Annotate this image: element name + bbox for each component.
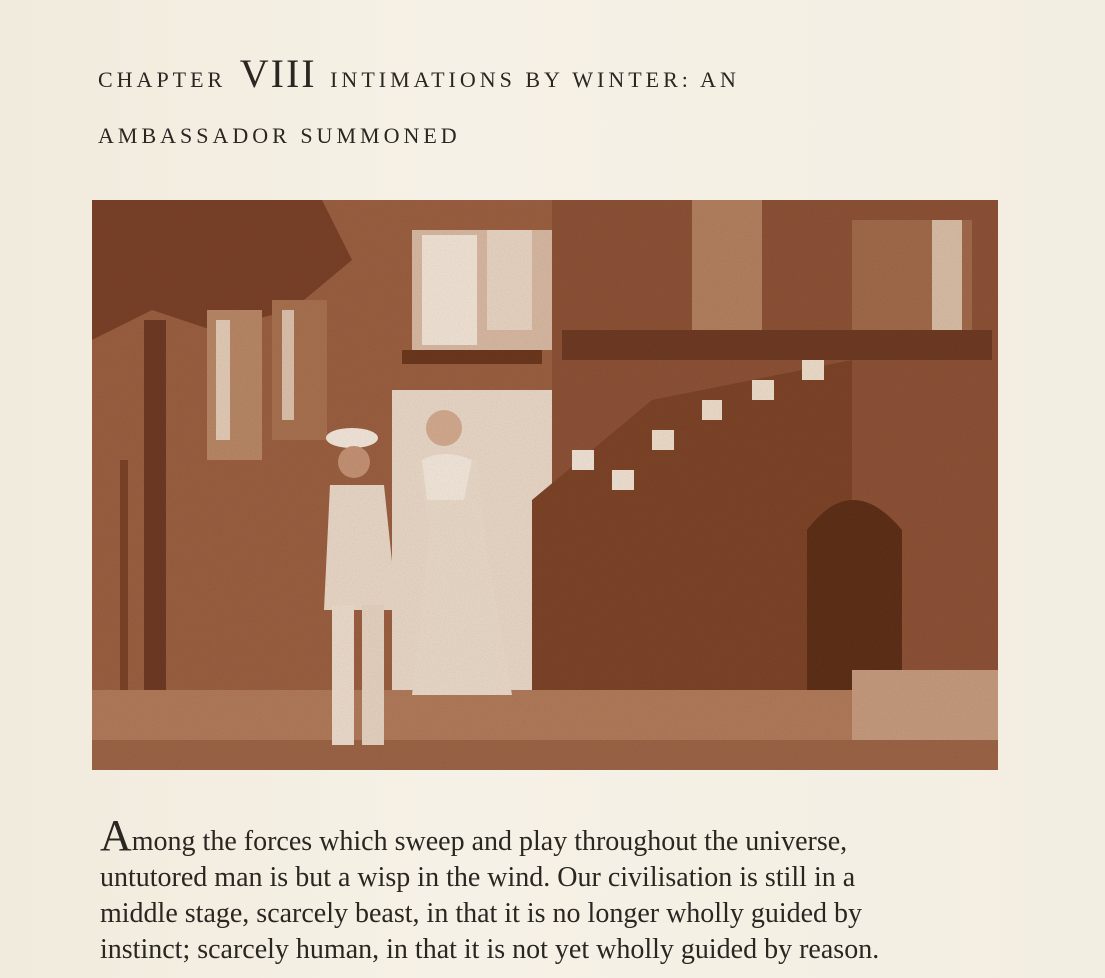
chapter-number: VIII (239, 51, 317, 96)
chapter-title-line1: INTIMATIONS BY WINTER: AN (330, 67, 740, 92)
body-paragraph (100, 811, 1005, 968)
drop-cap: A (100, 811, 132, 860)
tree-trunk (144, 320, 166, 740)
upper-window (422, 235, 477, 345)
body-line-4: instinct; scarcely human, in that it is not yet wholly guided by reason. (100, 934, 880, 965)
chapter-title-line2: AMBASSADOR SUMMONED (98, 123, 461, 148)
chapter-label: CHAPTER (98, 67, 227, 92)
body-line-3: middle stage, scarcely beast, in that it is no longer wholly guided by (100, 898, 863, 929)
body-line-1: mong the forces which sweep and play throughout the universe, (131, 826, 848, 857)
body-line-2: untutored man is but a wisp in the wind. Our civilisation is still in a (100, 862, 856, 893)
chapter-heading (98, 42, 1018, 168)
chapter-illustration (92, 200, 998, 770)
